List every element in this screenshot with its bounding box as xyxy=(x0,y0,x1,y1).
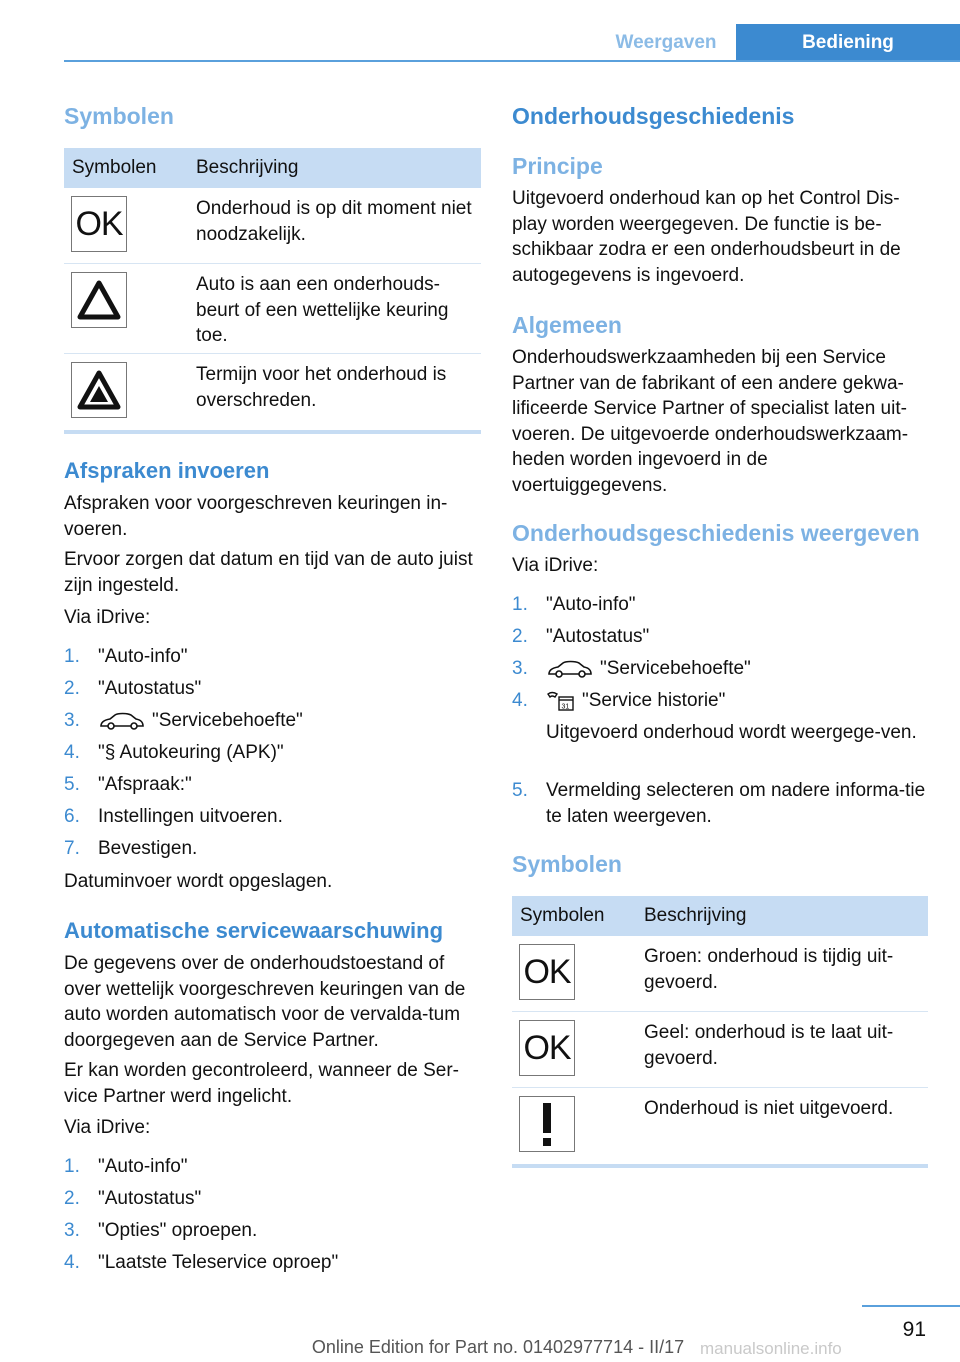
table-row xyxy=(512,1012,928,1088)
table-row xyxy=(512,1088,928,1160)
section-title-algemeen: Algemeen xyxy=(512,312,622,338)
footer-edition: Online Edition for Part no. 01402977714 - II/17 xyxy=(311,1337,685,1357)
section-title-weergeven: Onderhoudsgeschiedenis weergeven xyxy=(512,520,920,546)
paragraph: Via iDrive: xyxy=(512,555,599,576)
section-title-symbolen: Symbolen xyxy=(64,103,174,129)
section-title-onderhoudsgeschiedenis: Onderhoudsgeschiedenis xyxy=(512,103,795,129)
tab-bediening[interactable]: Bediening xyxy=(736,24,960,61)
footer-rule xyxy=(862,1305,960,1307)
table-row xyxy=(64,354,481,426)
paragraph: De gegevens over de onderhoudstoestand of over wettelijk voorgeschreven keuringen van de auto worden automatisch voor de vervalda-tum doorgegeven aan de Service Partner. xyxy=(64,953,466,1051)
paragraph: Datuminvoer wordt opgeslagen. xyxy=(64,871,333,892)
car-icon xyxy=(98,711,146,731)
col-header-beschrijving: Beschrijving xyxy=(644,905,747,926)
paragraph: Via iDrive: xyxy=(64,607,151,628)
section-title-principe: Principe xyxy=(512,153,603,179)
tab-weergaven[interactable]: Weergaven xyxy=(596,24,736,61)
row-description: Geel: onderhoud is te laat uit-gevoerd. xyxy=(644,1022,894,1069)
paragraph: Onderhoudswerkzaamheden bij een Service Partner van de fabrikant of een andere gekwa-lificeerde Service Partner of specialist laten uit-voeren. De uitgevoerde onderhoudswerkzaam-heden worden ingevoerd in de voertuiggegevens. xyxy=(512,347,909,496)
exclamation-icon xyxy=(519,1096,575,1152)
watermark: manualsonline.info xyxy=(700,1339,842,1358)
section-title-afspraken: Afspraken invoeren xyxy=(64,458,270,483)
paragraph: Ervoor zorgen dat datum en tijd van de auto juist zijn ingesteld. xyxy=(64,549,473,596)
table-header xyxy=(64,148,481,188)
table-end-rule xyxy=(64,430,481,434)
ok-green-icon: OK xyxy=(519,944,575,1000)
service-history-icon xyxy=(546,690,576,712)
col-header-symbolen: Symbolen xyxy=(72,157,157,178)
header-rule xyxy=(64,60,960,62)
table-row xyxy=(64,264,481,354)
table-row xyxy=(512,936,928,1012)
ok-icon: OK xyxy=(71,196,127,252)
paragraph: Er kan worden gecontroleerd, wanneer de Ser-vice Partner werd ingelicht. xyxy=(64,1060,460,1107)
page-number: 91 xyxy=(902,1318,926,1341)
ok-yellow-icon: OK xyxy=(519,1020,575,1076)
col-header-beschrijving: Beschrijving xyxy=(196,157,299,178)
row-description: Termijn voor het onderhoud is overschreden. xyxy=(196,364,447,411)
row-description: Auto is aan een onderhouds-beurt of een wettelijke keuring toe. xyxy=(196,274,449,346)
table-end-rule xyxy=(512,1164,928,1168)
paragraph: Via iDrive: xyxy=(64,1117,151,1138)
table-header xyxy=(512,896,928,936)
col-header-symbolen: Symbolen xyxy=(520,905,605,926)
warning-triangle-filled-icon xyxy=(71,362,127,418)
section-title-symbolen-2: Symbolen xyxy=(512,851,622,877)
row-description: Onderhoud is niet uitgevoerd. xyxy=(644,1098,894,1119)
row-description: Groen: onderhoud is tijdig uit-gevoerd. xyxy=(644,946,894,993)
warning-triangle-icon xyxy=(71,272,127,328)
row-description: Onderhoud is op dit moment niet noodzakelijk. xyxy=(196,198,472,245)
paragraph: Afspraken voor voorgeschreven keuringen in-voeren. xyxy=(64,493,448,540)
section-title-automatisch: Automatische servicewaarschuwing xyxy=(64,918,444,943)
table-row xyxy=(64,188,481,264)
car-icon xyxy=(546,659,594,679)
svg-text:31: 31 xyxy=(561,703,570,711)
paragraph: Uitgevoerd onderhoud kan op het Control Dis-play worden weergegeven. De functie is be-schikbaar zodra er een onderhoudsbeurt in de autogegevens is ingevoerd. xyxy=(512,188,901,286)
